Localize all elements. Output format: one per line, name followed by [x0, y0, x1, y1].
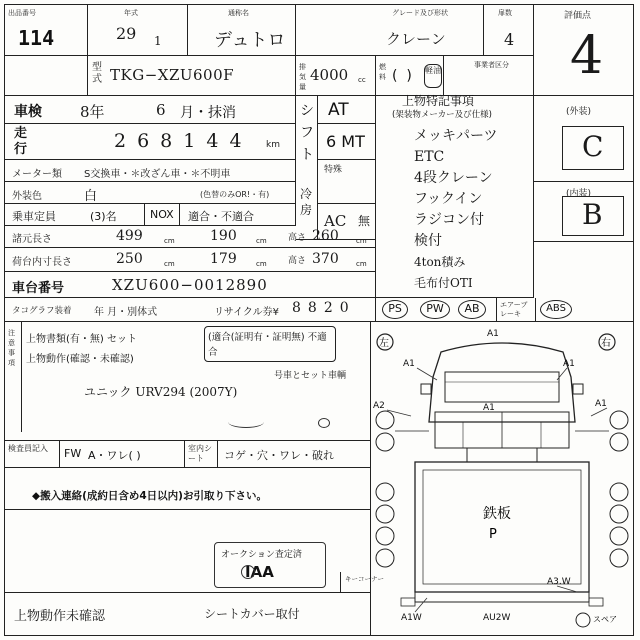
- cargo-length: 250: [116, 251, 143, 267]
- bottom-row: [4, 592, 370, 636]
- displacement-value: 4000: [310, 66, 349, 84]
- stamp-logo-icon: [241, 565, 255, 579]
- mark-left-side: A2: [373, 401, 385, 411]
- plate-value: XZU600−0012890: [112, 276, 268, 294]
- doors-cell: [484, 4, 534, 56]
- tach-suffix: 年 月・別体式: [94, 307, 158, 318]
- ac-none: 無: [358, 214, 371, 228]
- inspector-label: 検査員記入: [8, 444, 48, 453]
- color-change: (色替のみOR!・有): [200, 190, 270, 199]
- cargo-row: [4, 248, 376, 272]
- rear-bumper: [415, 592, 589, 602]
- key-label: キーコーナー: [345, 575, 384, 583]
- height-unit: cm: [356, 237, 367, 245]
- interior-cell: [534, 182, 634, 242]
- at-cell: [318, 96, 376, 124]
- mileage-value: 268144: [114, 130, 253, 152]
- mark-bottom-right: A3.W: [547, 577, 571, 587]
- score-label: 評価点: [564, 11, 592, 21]
- set-label: 号車とセット車輌: [274, 371, 347, 381]
- year-label: 年式: [124, 9, 138, 17]
- mileage-row: [4, 124, 296, 160]
- exterior-value: C: [582, 130, 604, 163]
- color-row: [4, 182, 296, 204]
- left-wheels: [376, 411, 394, 567]
- fuel-label: 燃料: [379, 63, 386, 81]
- inspection-month: 6: [156, 101, 166, 119]
- displacement-cell: [296, 56, 376, 96]
- type-value: TKG−XZU600F: [110, 66, 235, 84]
- scribble-mark: [228, 416, 264, 428]
- mark-mid: A1: [483, 403, 495, 413]
- left-mirror: [421, 384, 431, 394]
- cargo-width-unit: cm: [256, 260, 267, 268]
- color-label: 外装色: [12, 191, 42, 202]
- ac-value: AC: [324, 212, 347, 230]
- mileage-unit: km: [266, 140, 280, 150]
- ps-badge: PS: [382, 300, 408, 319]
- right-label: 右: [601, 338, 611, 349]
- displacement-unit: cc: [358, 76, 366, 84]
- scribble-circle: [318, 418, 330, 428]
- feature-item: 検付: [414, 233, 442, 249]
- meter-label: メーター類: [12, 169, 62, 180]
- lot-cell: [4, 4, 88, 56]
- features-subtitle: (架装物メーカー及び仕様): [392, 110, 492, 120]
- cargo-grade: P: [489, 527, 497, 542]
- height-label: 高さ: [288, 233, 307, 243]
- tach-label: タコグラフ装着: [12, 306, 72, 316]
- pw-badge: PW: [420, 300, 450, 319]
- shift-label: シフト: [300, 103, 314, 163]
- stamp-title: オークション査定済: [221, 550, 302, 560]
- feature-item: 4ton積み: [414, 255, 466, 269]
- mark-bottom-mid: AU2W: [483, 613, 511, 623]
- cargo-bed: [415, 462, 589, 592]
- docs-label: 上物書類(有・無) セット: [26, 334, 137, 345]
- at-label: AT: [328, 100, 349, 120]
- width-unit: cm: [256, 237, 267, 245]
- rear-light-right: [589, 598, 603, 606]
- features-box: [376, 86, 534, 298]
- auction-stamp: [214, 542, 326, 588]
- year-value: 29: [116, 24, 137, 43]
- lot-filler: [4, 56, 88, 96]
- feature-item: 毛布付OTI: [414, 276, 473, 290]
- bottom-note-2: シートカバー取付: [204, 607, 300, 621]
- feature-item: ラジコン付: [414, 212, 484, 228]
- lot-label: 出品番号: [8, 9, 36, 17]
- left-label: 左: [379, 338, 389, 349]
- air-brake: エアーブレーキ: [500, 301, 528, 318]
- crane-model: ユニック URV294 (2007Y): [84, 385, 238, 399]
- mark-left-top: A1: [403, 359, 415, 369]
- height-value: 260: [312, 228, 339, 244]
- fuel-value: 軽油: [425, 66, 441, 75]
- interior-seat-label: 室内シート: [188, 444, 212, 463]
- tach-row: [4, 298, 376, 322]
- plate-row: [4, 272, 376, 298]
- cargo-height: 370: [312, 251, 339, 267]
- capacity-row: [4, 204, 296, 226]
- recycle-label: リサイクル券¥: [214, 307, 279, 318]
- length-row: [4, 226, 376, 248]
- special-label: 特殊: [324, 165, 343, 175]
- exterior-label: (外装): [566, 107, 592, 117]
- warning-text: ◆搬入連絡(成約日含め4日以内)お引取り下さい。: [32, 490, 267, 502]
- cargo-length-unit: cm: [164, 260, 175, 268]
- doors-value: 4: [504, 30, 515, 49]
- plate-label: 車台番号: [12, 281, 65, 296]
- damage-value: コゲ・穴・ワレ・破れ: [224, 449, 334, 462]
- mark-bottom-left: A1W: [401, 613, 422, 623]
- mt-label: 6 MT: [326, 132, 365, 151]
- model-label: 通称名: [228, 9, 249, 17]
- grade-cell: [296, 4, 484, 56]
- spare-label: スペア: [593, 615, 617, 624]
- right-mirror: [573, 384, 583, 394]
- ab-badge: AB: [458, 300, 486, 319]
- business-label: 事業者区分: [474, 61, 509, 69]
- ac-label: 冷房: [300, 187, 313, 217]
- inspection-row: [4, 96, 296, 124]
- notes-section-label: 注意事項: [8, 329, 15, 367]
- key-cell: [340, 572, 384, 592]
- lot-number: 114: [18, 26, 55, 50]
- grade-label: グレード及び形状: [392, 9, 448, 17]
- mt-cell: [318, 124, 376, 160]
- cargo-text: 鉄板: [483, 506, 511, 522]
- capacity-label: 乗車定員: [12, 210, 56, 223]
- operation-label: 上物動作(確認・未確認): [26, 354, 134, 365]
- crane-base: [467, 448, 537, 462]
- feature-item: フックイン: [414, 191, 483, 207]
- cab-outline: [429, 343, 575, 422]
- inspector-row: [4, 440, 370, 468]
- window-value: A・ワレ( ): [88, 449, 141, 462]
- meter-row: [4, 160, 296, 182]
- rear-light-left: [401, 598, 415, 606]
- cargo-height-label: 高さ: [288, 256, 307, 266]
- interior-value: B: [582, 198, 603, 231]
- nox-label: NOX: [150, 208, 174, 221]
- doors-label: 扉数: [498, 9, 512, 17]
- spare-tire-icon: [576, 613, 590, 627]
- docs-value: (適合(証明有・証明無) 不適合: [208, 332, 327, 358]
- bottom-note-1: 上物動作未確認: [14, 609, 106, 624]
- exterior-cell: [534, 96, 634, 182]
- inspection-year: 8年: [80, 103, 105, 121]
- notes-side: [4, 322, 22, 432]
- feature-item: メッキパーツ: [414, 128, 498, 144]
- cargo-bed-inner: [423, 470, 581, 584]
- stamp-logo: IAA: [245, 563, 274, 581]
- grade-value: クレーン: [386, 30, 446, 48]
- feature-item: 4段クレーン: [414, 170, 493, 186]
- vehicle-diagram: [371, 322, 634, 636]
- mark-right-side: A1: [595, 399, 607, 409]
- windshield: [445, 372, 559, 402]
- interior-label: (内装): [566, 189, 592, 199]
- mileage-label: 走行: [14, 126, 28, 157]
- features-list: [414, 126, 497, 294]
- right-wheels: [610, 411, 628, 567]
- nox-value: 適合・不適合: [188, 210, 254, 223]
- fw-label: FW: [64, 447, 82, 460]
- length-value: 499: [116, 228, 143, 244]
- feature-item: ETC: [414, 149, 445, 165]
- inspection-suffix: 月・抹消: [180, 105, 236, 121]
- inspection-label: 車検: [14, 104, 42, 120]
- year-cell: [88, 4, 188, 56]
- special-cell: [318, 160, 376, 204]
- year-month: 1: [154, 34, 162, 48]
- recycle-value: 8820: [292, 300, 356, 316]
- width-value: 190: [210, 228, 237, 244]
- abs-badge: ABS: [540, 300, 572, 319]
- mark-right-top: A1: [563, 359, 575, 369]
- cargo-label: 荷台内寸長さ: [12, 257, 72, 268]
- length-label: 諸元長さ: [12, 234, 52, 245]
- model-cell: [188, 4, 296, 56]
- warning-row: [4, 482, 370, 510]
- capacity-value: (3)名: [90, 210, 117, 223]
- score-value: 4: [570, 26, 604, 86]
- type-cell: [88, 56, 296, 96]
- cargo-width: 179: [210, 251, 237, 267]
- equipment-row: [376, 298, 634, 322]
- length-unit: cm: [164, 237, 175, 245]
- features-title: 上物特記事項: [402, 94, 475, 108]
- model-value: デュトロ: [214, 30, 286, 51]
- fuel-bracket: ( ): [392, 68, 412, 84]
- type-label: 型式: [92, 62, 102, 85]
- meter-options: S交換車・＊改ざん車・＊不明車: [84, 169, 231, 180]
- mark-top: A1: [487, 329, 499, 339]
- cargo-height-unit: cm: [356, 260, 367, 268]
- score-cell: [534, 4, 634, 96]
- color-value: 白: [84, 189, 98, 204]
- displacement-label: 排気量: [299, 63, 306, 91]
